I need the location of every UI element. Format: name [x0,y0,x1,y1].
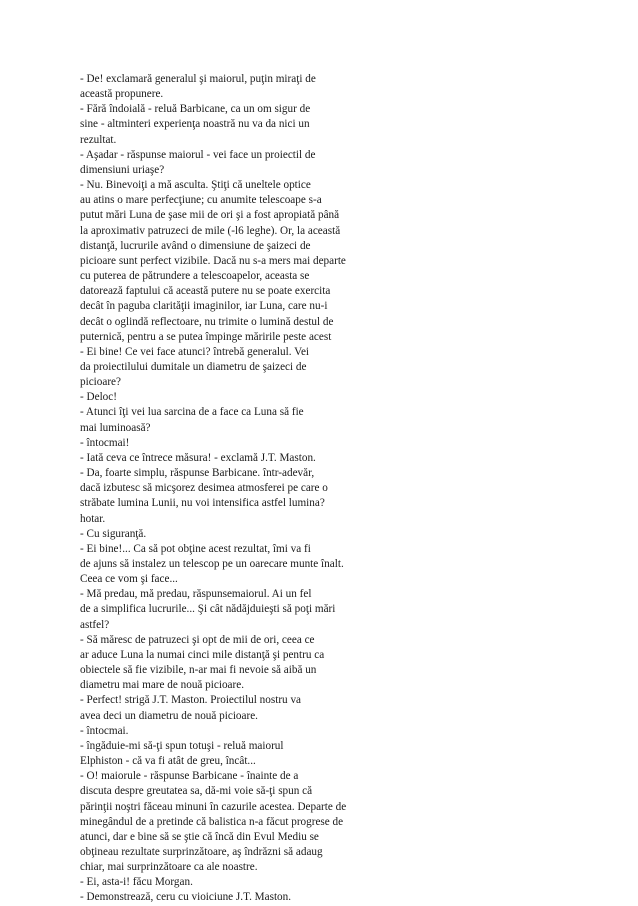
text-line: cu puterea de pătrundere a telescoapelor, aceasta se [80,270,310,283]
text-line: la aproximativ patruzeci de mile (-l6 leghe). Or, la această [80,224,341,237]
text-line: străbate lumina Lunii, nu voi intensifica astfel lumina? [80,497,325,510]
text-line: - Ei, asta-i! făcu Morgan. [80,876,193,889]
text-line: - Da, foarte simplu, răspunse Barbicane. într-adevăr, [80,467,315,480]
text-line: obiectele să fie vizibile, n-ar mai fi nevoie să aibă un [80,664,317,677]
text-line: - Fără îndoială - reluă Barbicane, ca un om sigur de [80,103,311,116]
text-line: - Iată ceva ce întrece măsura! - exclamă J.T. Maston. [80,451,316,464]
text-line: - întocmai. [80,724,129,737]
text-line: - Atunci îţi vei lua sarcina de a face ca Luna să fie [80,406,304,419]
text-line: - Ei bine! Ce vei face atunci? întrebă generalul. Vei [80,345,310,358]
text-line: - Demonstrează, ceru cu vioiciune J.T. Maston. [80,891,292,904]
text-line: distanţă, lucrurile având o dimensiune de şaizeci de [80,239,311,252]
text-line: părinţii noştri făceau minuni în cazurile acestea. Departe de [80,800,347,813]
text-line: - Mă predau, mă predau, răspunsemaiorul. Ai un fel [80,588,312,601]
text-line: decât în paguba clarităţii imaginilor, iar Luna, care nu-i [80,300,328,313]
text-line: - Deloc! [80,391,117,404]
text-line: chiar, mai surprinzătoare ca ale noastre. [80,861,258,874]
text-line: da proiectilului dumitale un diametru de şaizeci de [80,360,307,373]
text-line: rezultat. [80,133,117,146]
text-line: această propunere. [80,88,164,101]
text-line: - Să măresc de patruzeci şi opt de mii de ori, ceea ce [80,633,315,646]
text-line: putut mări Luna de şase mii de ori şi a fost apropiată până [80,209,340,222]
text-line: minegândul de a pretinde că balistica n-a făcut progrese de [80,815,344,828]
text-line: diametru mai mare de nouă picioare. [80,679,245,692]
text-line: datorează faptului că această putere nu se poate exercita [80,285,331,298]
text-line: avea deci un diametru de nouă picioare. [80,709,258,722]
text-line: de ajuns să instalez un telescop pe un oarecare munte înalt. [80,558,344,570]
text-line: dimensiuni uriaşe? [80,163,165,176]
text-line: - îngăduie-mi să-ţi spun totuşi - reluă maiorul [80,739,284,752]
text-line: obţineau rezultate surprinzătoare, aş îndrăzni să adaug [80,845,323,858]
text-line: ar aduce Luna la numai cinci mile distanţă şi pentru ca [80,648,325,661]
text-line: discuta despre greutatea sa, dă-mi voie să-ţi spun că [80,785,313,798]
text-line: atunci, dar e bine să se ştie că încă din Evul Mediu se [80,830,319,843]
text-line: Elphiston - că va fi atât de greu, încât... [80,755,256,768]
text-line: puternică, pentru a se putea împinge măririle peste acest [80,330,332,343]
text-line: sine - altminteri experienţa noastră nu va da nici un [80,118,310,131]
text-line: astfel? [80,618,110,631]
text-line: - O! maiorule - răspunse Barbicane - înainte de a [80,770,299,783]
text-line: picioare? [80,376,121,389]
text-line: - întocmai! [80,436,130,449]
text-line: de a simplifica lucrurile... Şi cât nădăjduieşti să poţi mări [80,603,336,616]
text-line: - Cu siguranţă. [80,527,147,540]
text-line: - Perfect! strigă J.T. Maston. Proiectilul nostru va [80,694,302,707]
text-line: decât o oglindă reflectoare, nu trimite o lumină destul de [80,315,334,328]
text-line: hotar. [80,512,106,525]
text-line: - Aşadar - răspunse maiorul - vei face un proiectil de [80,148,316,161]
text-line: dacă izbutesc să micşorez desimea atmosferei pe care o [80,482,328,495]
body-text [80,72,560,906]
text-line: picioare sunt perfect vizibile. Dacă nu s-a mers mai departe [80,254,346,267]
text-line: - Nu. Binevoiţi a mă asculta. Ştiţi că uneltele optice [80,179,311,192]
text-line: - Ei bine!... Ca să pot obţine acest rezultat, îmi va fi [80,542,311,555]
text-line: - De! exclamară generalul şi maiorul, puţin miraţi de [80,73,316,85]
text-line: mai luminoasă? [80,421,151,434]
text-line: au atins o mare perfecţiune; cu anumite telescoape s-a [80,194,322,207]
text-line: Ceea ce vom şi face... [80,573,178,586]
